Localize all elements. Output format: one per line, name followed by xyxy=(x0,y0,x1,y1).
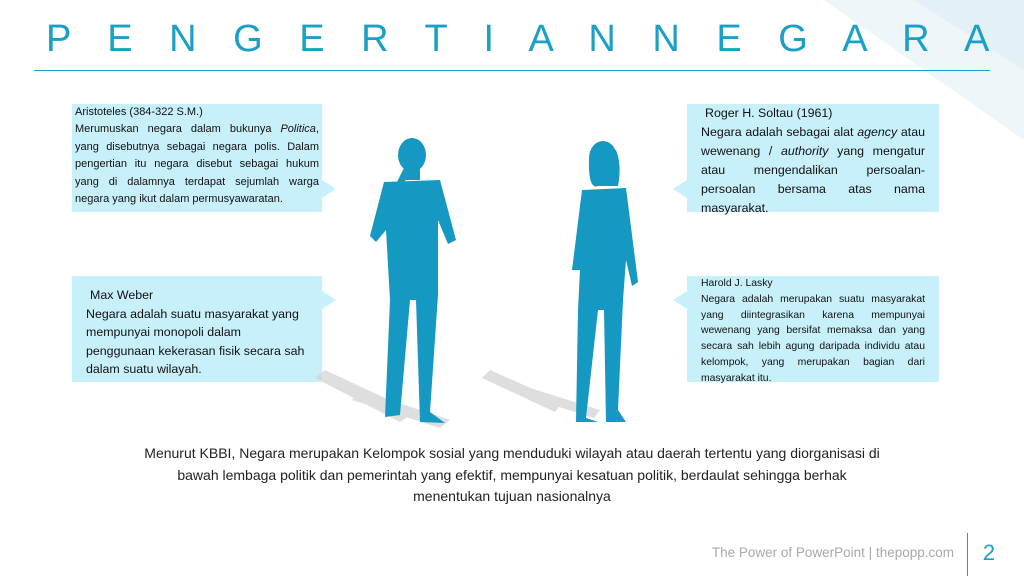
politica-term: Politica xyxy=(280,123,316,136)
lasky-definition: Negara adalah merupakan suatu masyarakat yang diintegrasikan karena mempunyai wewenang yang bersifat memaksa dan yang secara sah lebih agung daripada individu atau kelompok, yang merupakan bagian dari masyarakat itu. xyxy=(701,293,925,384)
aristoteles-definition: Merumuskan negara dalam bukunya Politica, yang disebutnya sebagai negara polis. Dalam pengertian itu negara disebut sebagai hukum yang di dalamnya terdapat sejumlah warga negara yang ikut dalam permusyawaratan. xyxy=(75,123,319,206)
soltau-definition: Negara adalah sebagai alat agency atau wewenang / authority yang mengatur atau mengendalikan persoalan-persoalan bersama atas nama masyarakat. xyxy=(701,125,926,215)
agency-term: agency xyxy=(857,125,898,139)
title-divider xyxy=(34,70,990,71)
authority-term: authority xyxy=(780,144,829,158)
footer-divider xyxy=(967,533,968,576)
lasky-name: Harold J. Lasky xyxy=(701,278,773,289)
footer-credit: The Power of PowerPoint | thepopp.com xyxy=(711,545,954,560)
page-title: P E N G E R T I A N N E G A R A xyxy=(46,18,1003,60)
definition-box-soltau xyxy=(687,104,939,215)
definition-box-weber xyxy=(72,276,322,382)
definition-box-lasky xyxy=(687,276,939,382)
woman-silhouette xyxy=(572,141,638,422)
definition-box-aristoteles xyxy=(72,104,322,212)
weber-definition: Negara adalah suatu masyarakat yang mempunyai monopoli dalam penggunaan kekerasan fisik secara sah dalam suatu wilayah. xyxy=(86,306,305,376)
page-number: 2 xyxy=(982,540,996,565)
soltau-name: Roger H. Soltau (1961) xyxy=(705,106,833,120)
silhouettes-illustration xyxy=(300,120,720,440)
weber-name: Max Weber xyxy=(90,288,154,302)
aristoteles-name: Aristoteles (384-322 S.M.) xyxy=(75,106,203,118)
shadows xyxy=(315,370,600,428)
kbbi-definition: Menurut KBBI, Negara merupakan Kelompok sosial yang menduduki wilayah atau daerah tertentu yang diorganisasi di bawah lembaga politik dan pemerintah yang efektif, mempunyai kesatuan politik, berdaulat sehingga berhak menentukan tujuan nasionalnya xyxy=(144,445,880,504)
man-silhouette xyxy=(370,138,456,423)
